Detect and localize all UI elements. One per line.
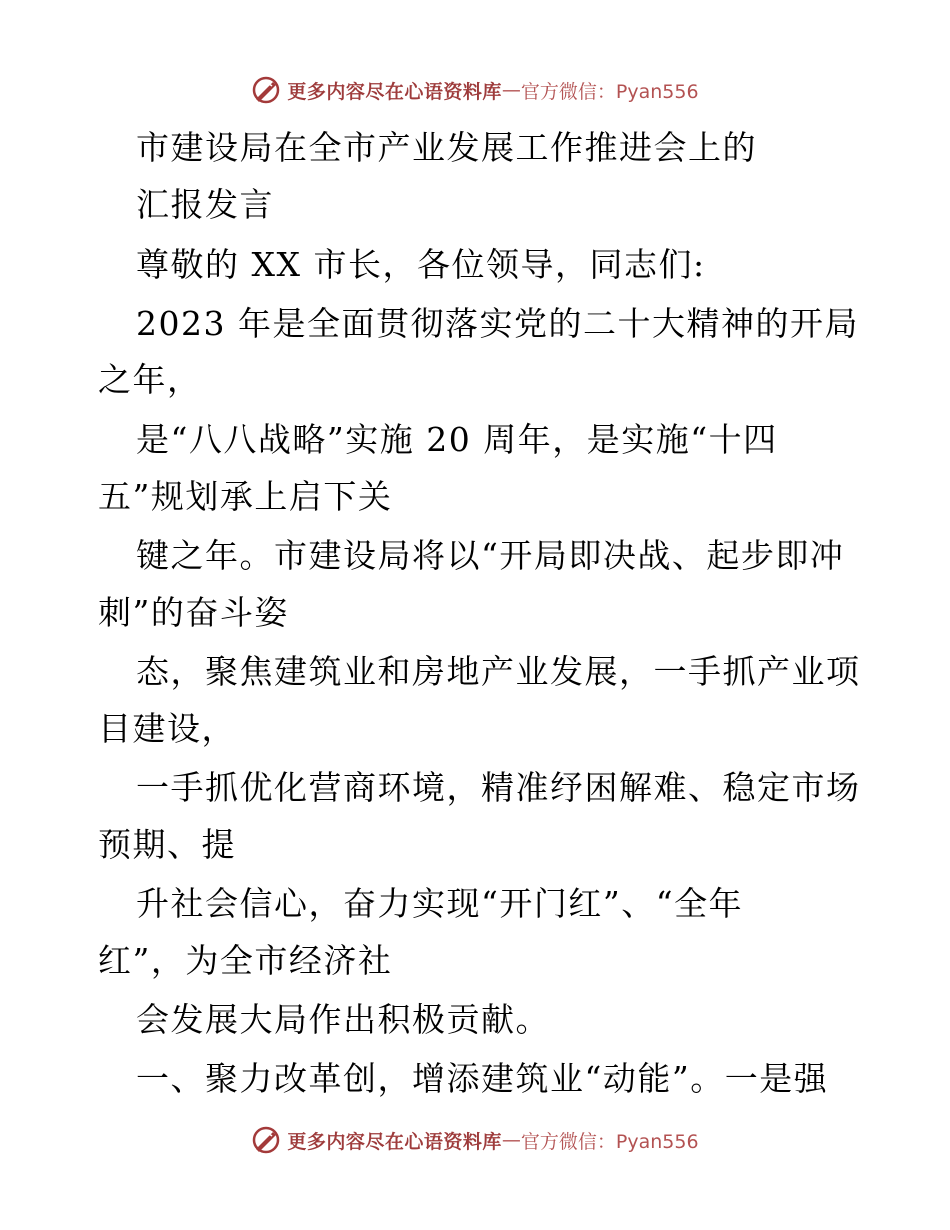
body-line: 是“八八战略”实施 20 周年，是实施“十四 xyxy=(136,420,778,459)
body-line: 态，聚焦建筑业和房地产业发展，一手抓产业项 xyxy=(136,652,861,691)
body-line: 目建设， xyxy=(98,709,236,748)
header-wechat-text: 官方微信：Pyan556 xyxy=(520,80,699,103)
body-line: 之年， xyxy=(98,360,202,399)
body-line: 刺”的奋斗姿 xyxy=(98,593,289,632)
body-line: 会发展大局作出积极贡献。 xyxy=(136,1000,550,1039)
body-line: 2023 年是全面贯彻落实党的二十大精神的开局 xyxy=(136,304,859,343)
pen-logo-icon xyxy=(251,75,281,105)
document-title-line-1: 市建设局在全市产业发展工作推进会上的 xyxy=(136,128,757,167)
body-line: 一、聚力改革创，增添建筑业“动能”。一是强 xyxy=(136,1059,829,1098)
document-greeting: 尊敬的 XX 市长，各位领导，同志们: xyxy=(136,245,706,284)
body-line: 红”，为全市经济社 xyxy=(98,941,393,980)
footer-site-text: 更多内容尽在心语资料库 xyxy=(287,1130,502,1153)
body-line: 升社会信心，奋力实现“开门红”、“全年 xyxy=(136,884,744,923)
document-title-line-2: 汇报发言 xyxy=(136,185,274,224)
body-line: 预期、提 xyxy=(98,825,236,864)
footer-separator: — xyxy=(501,1129,521,1151)
header-separator: — xyxy=(501,79,521,101)
pen-logo-icon xyxy=(251,1125,281,1155)
footer-banner xyxy=(0,1120,950,1160)
header-site-text: 更多内容尽在心语资料库 xyxy=(287,80,502,103)
header-banner xyxy=(0,70,950,110)
body-line: 键之年。市建设局将以“开局即决战、起步即冲 xyxy=(136,536,845,575)
body-line: 五”规划承上启下关 xyxy=(98,477,393,516)
body-line: 一手抓优化营商环境，精准纾困解难、稳定市场 xyxy=(136,768,861,807)
footer-wechat-text: 官方微信：Pyan556 xyxy=(520,1130,699,1153)
